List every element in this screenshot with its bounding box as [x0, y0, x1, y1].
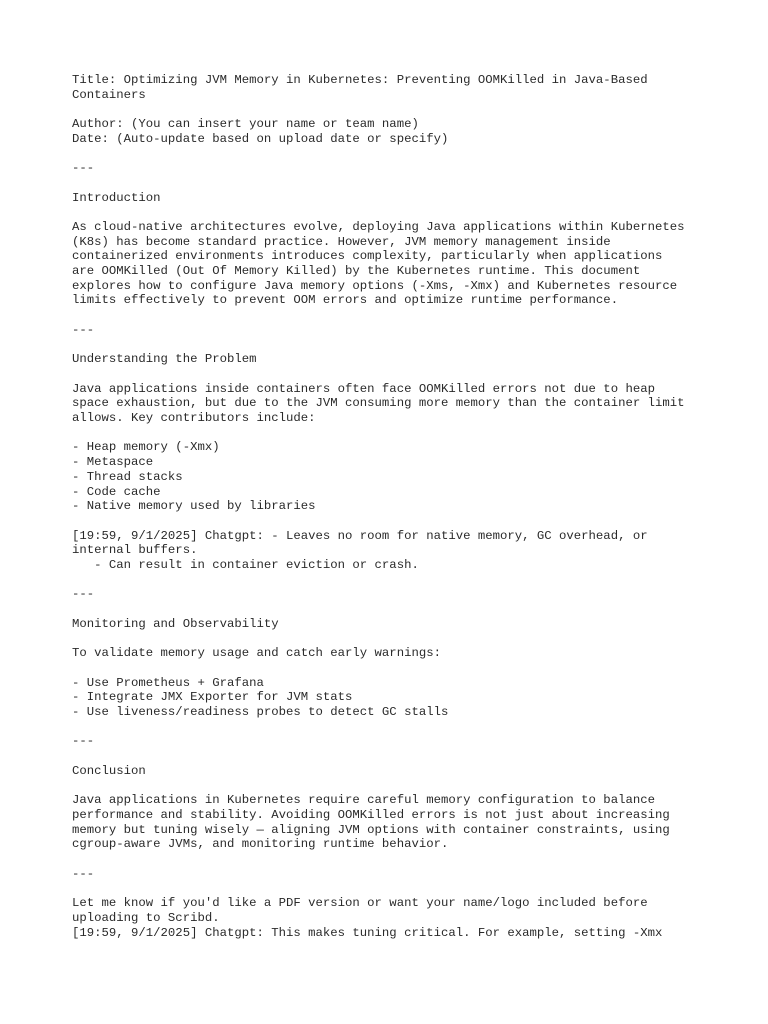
problem-list-item: - Native memory used by libraries — [72, 499, 316, 514]
problem-list-item: - Thread stacks — [72, 469, 183, 484]
conclusion-line: cgroup-aware JVMs, and monitoring runtime behavior. — [72, 837, 449, 852]
spacer — [72, 779, 712, 794]
spacer — [72, 426, 712, 441]
section-separator: --- — [72, 587, 95, 602]
spacer — [72, 338, 712, 353]
introduction-heading: Introduction — [72, 190, 161, 205]
spacer — [72, 176, 712, 191]
introduction-line: containerized environments introduces complexity, particularly when applications — [72, 249, 663, 264]
monitoring-list-item: - Use Prometheus + Grafana — [72, 675, 264, 690]
document-date: Date: (Auto-update based on upload date or specify) — [72, 131, 449, 146]
chat-note-line: [19:59, 9/1/2025] Chatgpt: - Leaves no room for native memory, GC overhead, or — [72, 528, 648, 543]
introduction-line: limits effectively to prevent OOM errors and optimize runtime performance. — [72, 293, 619, 308]
problem-list-item: - Metaspace — [72, 455, 154, 470]
closing-line: Let me know if you'd like a PDF version or want your name/logo included before — [72, 896, 648, 911]
document-author: Author: (You can insert your name or team name) — [72, 117, 419, 132]
section-separator: --- — [72, 866, 95, 881]
spacer — [72, 602, 712, 617]
introduction-line: explores how to configure Java memory options (-Xms, -Xmx) and Kubernetes resource — [72, 278, 678, 293]
spacer — [72, 852, 712, 867]
chat-note-line: - Can result in container eviction or crash. — [72, 558, 419, 573]
closing-line: uploading to Scribd. — [72, 910, 220, 925]
introduction-line: As cloud-native architectures evolve, deploying Java applications within Kubernetes — [72, 219, 685, 234]
problem-line: space exhaustion, but due to the JVM consuming more memory than the container limit — [72, 396, 685, 411]
spacer — [72, 514, 712, 529]
problem-list-item: - Heap memory (-Xmx) — [72, 440, 220, 455]
spacer — [72, 573, 712, 588]
conclusion-line: memory but tuning wisely — aligning JVM options with container constraints, using — [72, 822, 670, 837]
problem-list-item: - Code cache — [72, 484, 161, 499]
conclusion-heading: Conclusion — [72, 763, 146, 778]
spacer — [72, 632, 712, 647]
chat-note-line: [19:59, 9/1/2025] Chatgpt: This makes tuning critical. For example, setting -Xmx — [72, 925, 663, 940]
document-title-continued: Containers — [72, 87, 146, 102]
chat-note-line: internal buffers. — [72, 543, 198, 558]
spacer — [72, 661, 712, 676]
section-separator: --- — [72, 161, 95, 176]
spacer — [72, 881, 712, 896]
section-separator: --- — [72, 734, 95, 749]
conclusion-line: Java applications in Kubernetes require careful memory configuration to balance — [72, 793, 655, 808]
monitoring-list-item: - Integrate JMX Exporter for JVM stats — [72, 690, 353, 705]
introduction-line: are OOMKilled (Out Of Memory Killed) by the Kubernetes runtime. This document — [72, 264, 641, 279]
spacer — [72, 205, 712, 220]
section-separator: --- — [72, 322, 95, 337]
document-title: Title: Optimizing JVM Memory in Kubernetes: Preventing OOMKilled in Java-Based — [72, 73, 648, 87]
document-body — [72, 73, 712, 940]
problem-line: Java applications inside containers often face OOMKilled errors not due to heap — [72, 381, 655, 396]
spacer — [72, 102, 712, 117]
spacer — [72, 367, 712, 382]
spacer — [72, 749, 712, 764]
monitoring-list-item: - Use liveness/readiness probes to detect GC stalls — [72, 705, 449, 720]
spacer — [72, 308, 712, 323]
introduction-line: (K8s) has become standard practice. However, JVM memory management inside — [72, 234, 611, 249]
conclusion-line: performance and stability. Avoiding OOMKilled errors is not just about increasing — [72, 807, 670, 822]
spacer — [72, 720, 712, 735]
problem-line: allows. Key contributors include: — [72, 411, 316, 426]
spacer — [72, 147, 712, 162]
problem-heading: Understanding the Problem — [72, 352, 257, 367]
monitoring-heading: Monitoring and Observability — [72, 616, 279, 631]
monitoring-intro: To validate memory usage and catch early warnings: — [72, 646, 441, 661]
